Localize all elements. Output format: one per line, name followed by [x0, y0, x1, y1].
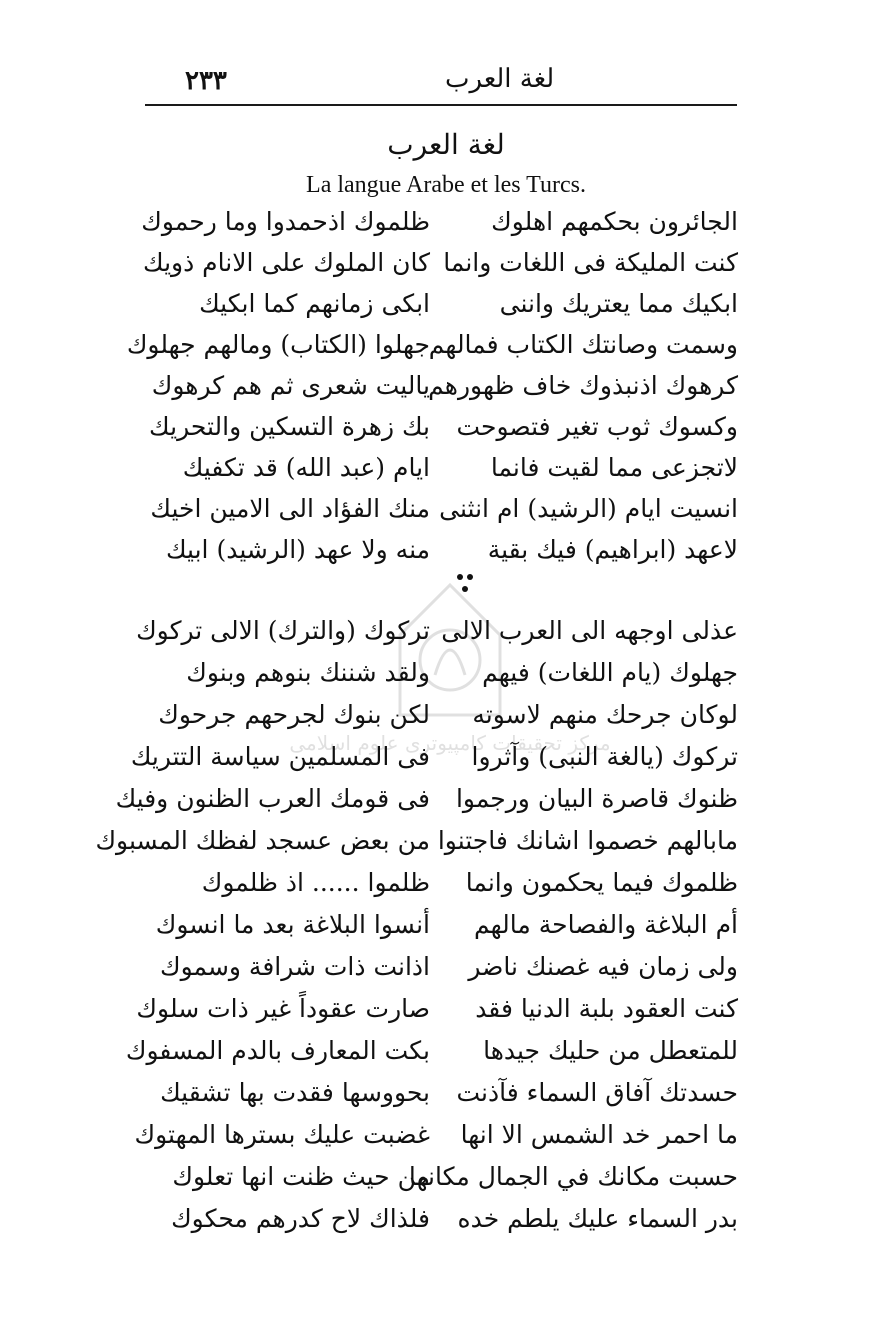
verse-right: أم البلاغة والفصاحة مالهم: [474, 910, 738, 939]
verse-right: وكسوك ثوب تغير فتصوحت: [456, 412, 738, 441]
verse-right: بدر السماء عليك يلطم خده: [457, 1204, 738, 1233]
verse-left: منك الفؤاد الى الامين اخيك: [150, 494, 430, 523]
verse-left: بحووسها فقدت بها تشقيك: [160, 1078, 430, 1107]
verse-right: جهلوك (يام اللغات) فيهم: [482, 658, 738, 687]
verse-right: للمتعطل من حليك جيدها: [483, 1036, 738, 1065]
verse-right: مابالهم خصموا اشانك فاجتنوا: [437, 826, 738, 855]
verse-left: ياليت شعرى ثم هم كرهوك: [151, 371, 430, 400]
verse-left: كان الملوك على الانام ذويك: [143, 248, 430, 277]
verse-right: الجائرون بحكمهم اهلوك: [491, 207, 738, 236]
verse-left: من بعض عسجد لفظك المسبوك: [95, 826, 430, 855]
section-ornament: [420, 565, 510, 605]
verse-left: ايام (عبد الله) قد تكفيك: [182, 453, 430, 482]
article-title-arabic: لغة العرب: [387, 128, 505, 161]
verse-left: ولقد شننك بنوهم وبنوك: [186, 658, 430, 687]
verse-left: ظلموك اذحمدوا وما رحموك: [141, 207, 430, 236]
verse-right: كنت العقود بلبة الدنيا فقد: [475, 994, 738, 1023]
verse-left: ظلموا ...... اذ ظلموك: [201, 868, 430, 897]
verse-right: لوكان جرحك منهم لاسوته: [472, 700, 738, 729]
verse-right: ظنوك قاصرة البيان ورجموا: [455, 784, 738, 813]
verse-left: تركوك (والترك) الالى تركوك: [136, 616, 430, 645]
header-rule: [145, 104, 737, 106]
verse-left: صارت عقوداً غير ذات سلوك: [136, 994, 430, 1023]
verse-left: فى المسلمين سياسة التتريك: [130, 742, 430, 771]
verse-left: فلذاك لاح كدرهم محكوك: [171, 1204, 430, 1233]
verse-left: فى قومك العرب الظنون وفيك: [115, 784, 430, 813]
verse-left: أنسوا البلاغة بعد ما انسوك: [155, 910, 430, 939]
verse-right: حسبت مكانك في الجمال مكانها: [408, 1162, 738, 1191]
verse-left: اذانت ذات شرافة وسموك: [159, 952, 430, 981]
verse-left: غضبت عليك بسترها المهتوك: [134, 1120, 430, 1149]
watermark-text: مركز تحقیقات کامپیوتری علوم اسلامی: [289, 731, 611, 755]
running-title: لغة العرب: [445, 64, 555, 94]
verse-right: ابكيك مما يعتريك واننى: [499, 289, 738, 318]
verse-right: ما احمر خد الشمس الا انها: [460, 1120, 738, 1149]
verse-left: لكن بنوك لجرحهم جرحوك: [158, 700, 430, 729]
verse-left: من حيث ظنت انها تعلوك: [172, 1162, 430, 1191]
verse-right: لاتجزعى مما لقيت فانما: [490, 453, 738, 482]
running-head: [145, 62, 735, 102]
verse-right: انسيت ايام (الرشيد) ام انثنى: [439, 494, 738, 523]
verse-left: بكت المعارف بالدم المسفوك: [125, 1036, 430, 1065]
article-title-french: La langue Arabe et les Turcs.: [306, 172, 586, 198]
verse-left: جهلوا (الكتاب) ومالهم جهلوك: [126, 330, 430, 359]
verse-right: حسدتك آفاق السماء فآذنت: [456, 1078, 738, 1107]
verse-right: تركوك (يالغة النبى) وآثروا: [471, 742, 738, 771]
verse-right: ولى زمان فيه غصنك ناضر: [468, 952, 738, 981]
page-number: ٢٣٣: [185, 66, 227, 96]
verse-right: ظلموك فيما يحكمون وانما: [465, 868, 738, 897]
verse-right: لاعهد (ابراهيم) فيك بقية: [487, 535, 738, 564]
verse-left: بك زهرة التسكين والتحريك: [149, 412, 430, 441]
verse-right: كنت المليكة فى اللغات وانما: [443, 248, 738, 277]
verse-right: كرهوك اذنبذوك خاف ظهورهم: [428, 371, 738, 400]
verse-left: منه ولا عهد (الرشيد) ابيك: [165, 535, 430, 564]
verse-left: ابكى زمانهم كما ابكيك: [199, 289, 430, 318]
verse-right: وسمت وصانتك الكتاب فمالهم: [428, 330, 738, 359]
verse-right: عذلى اوجهه الى العرب الالى: [441, 616, 738, 645]
